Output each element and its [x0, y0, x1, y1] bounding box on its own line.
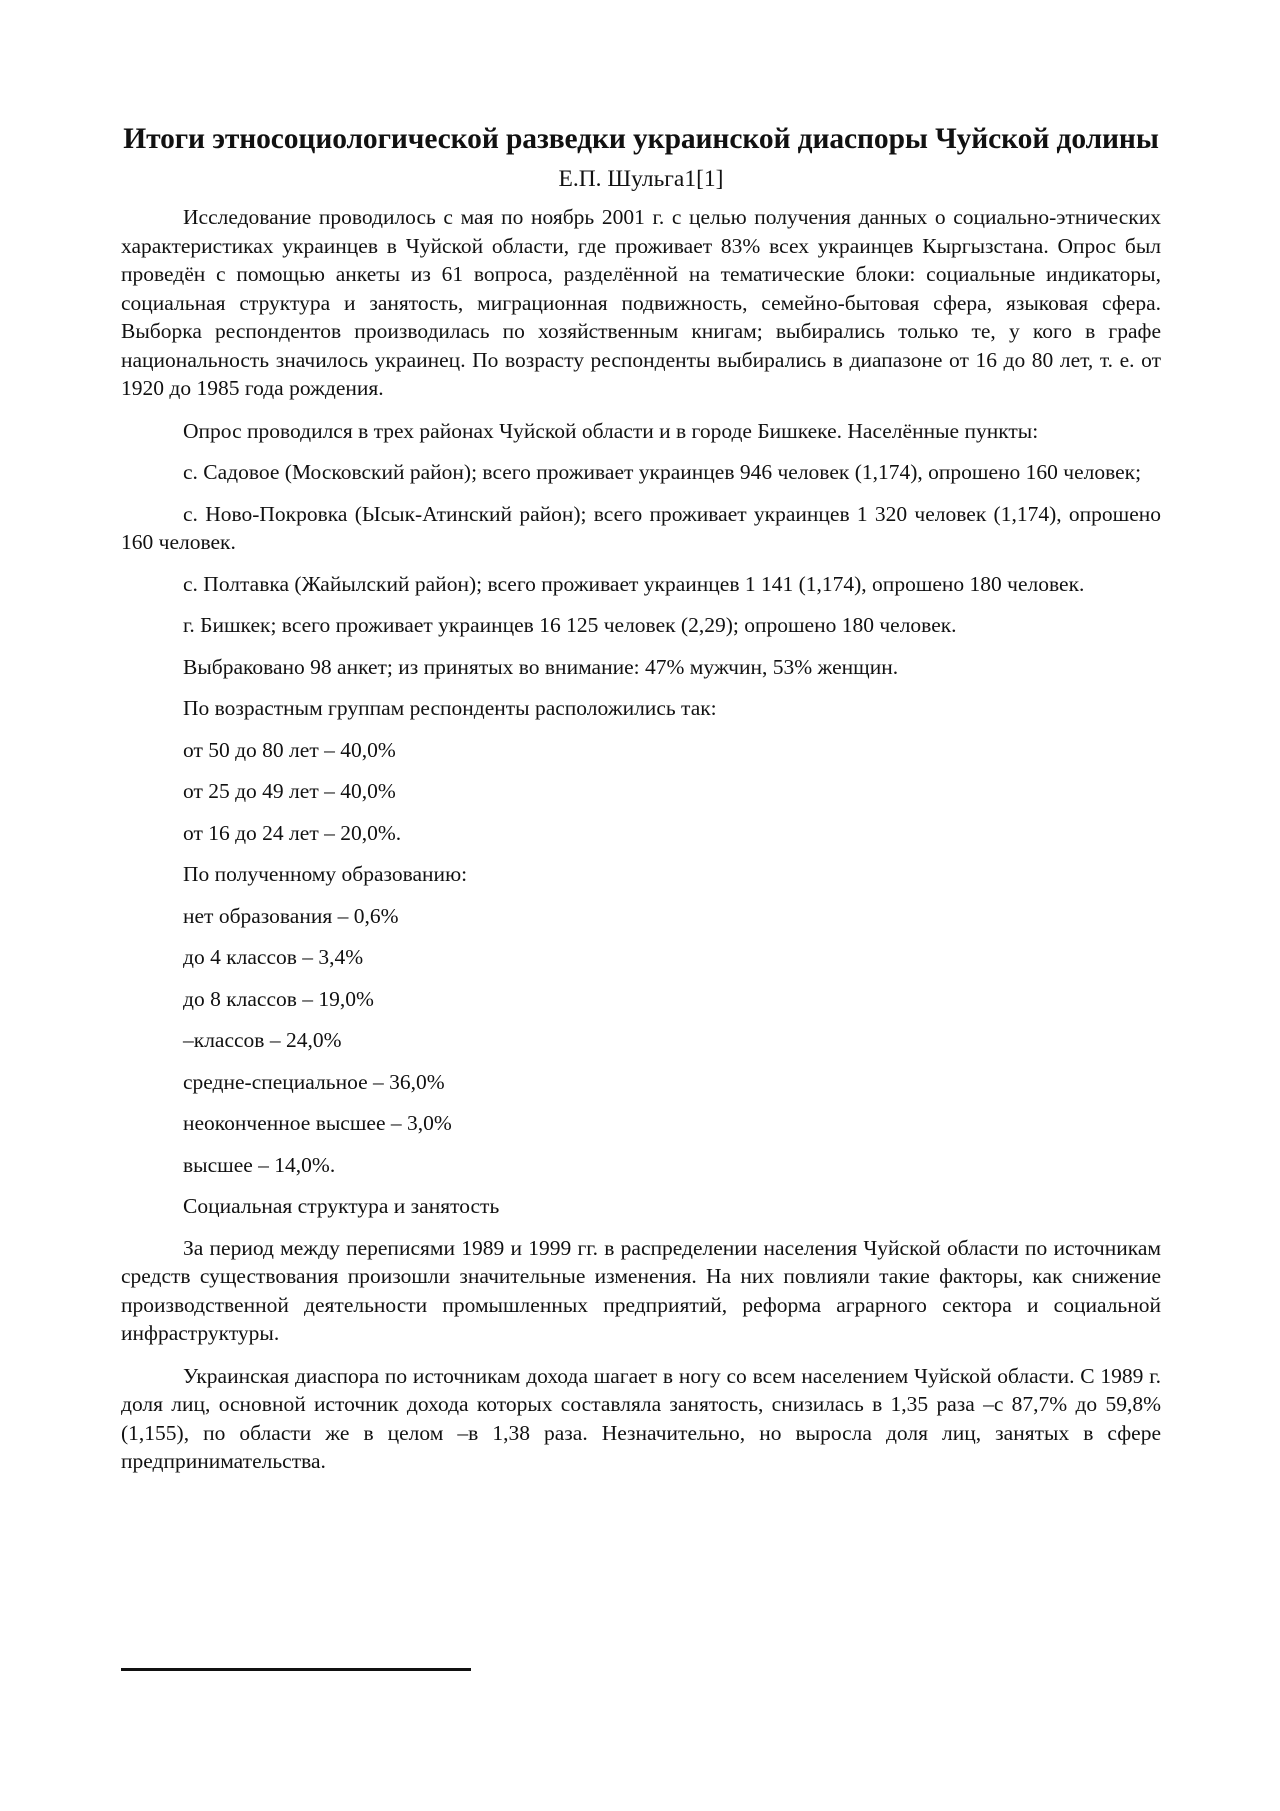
intro-paragraph: Исследование проводилось с мая по ноябрь 2001 г. с целью получения данных о социально-этнических характеристиках украинцев в Чуйской области, где проживает 83% всех украинцев Кыргызстана. Опрос был проведён с помощью анкеты из 61 вопроса, разделённой на тематические блоки: социальные индикаторы, социальная структура и занятость, миграционная подвижность, семейно-бытовая сфера, языковая сфера. Выборка респондентов производилась по хозяйственным книгам; выбирались только те, у кого в графе национальность значилось украинец. По возрасту респонденты выбирались в диапазоне от 16 до 80 лет, т. е. от 1920 до 1985 года рождения. — [121, 205, 1161, 400]
document-body — [121, 120, 1161, 1476]
education-item: высшее – 14,0%. — [183, 1152, 336, 1177]
education-item: средне-специальное – 36,0% — [183, 1069, 445, 1094]
rejected-questionnaires: Выбраковано 98 анкет; из принятых во внимание: 47% мужчин, 53% женщин. — [183, 654, 899, 679]
section-heading: Социальная структура и занятость — [183, 1194, 500, 1218]
education-header: По полученному образованию: — [183, 862, 468, 886]
census-paragraph: За период между переписями 1989 и 1999 гг. в распределении населения Чуйской области по источникам средств существования произошли значительные изменения. На них повлияли такие факторы, как снижение производственной деятельности промышленных предприятий, реформа аграрного сектора и социальной инфраструктуры. — [121, 1235, 1161, 1345]
education-item: –классов – 24,0% — [183, 1028, 342, 1052]
age-group-item: от 16 до 24 лет – 20,0%. — [183, 820, 402, 845]
age-group-item: от 25 до 49 лет – 40,0% — [183, 779, 396, 803]
settlement-novo-pokrovka: с. Ново-Покровка (Ысык-Атинский район); всего проживает украинцев 1 320 человек (1,174), опрошено 160 человек. — [121, 501, 1161, 554]
age-groups-header: По возрастным группам респонденты расположились так: — [183, 696, 717, 720]
age-group-item: от 50 до 80 лет – 40,0% — [183, 737, 396, 762]
author-line: Е.П. Шульга1[1] — [558, 166, 724, 192]
education-item: до 8 классов – 19,0% — [183, 986, 374, 1011]
document-title: Итоги этносоциологической разведки украинской диаспоры Чуйской долины — [123, 123, 1159, 155]
education-item: неоконченное высшее – 3,0% — [183, 1111, 452, 1135]
education-item: нет образования – 0,6% — [183, 903, 399, 928]
survey-intro-paragraph: Опрос проводился в трех районах Чуйской области и в городе Бишкеке. Населённые пункты: — [183, 418, 1039, 443]
education-item: до 4 классов – 3,4% — [183, 945, 364, 969]
footnote-separator — [121, 1668, 471, 1671]
settlement-bishkek: г. Бишкек; всего проживает украинцев 16 125 человек (2,29); опрошено 180 человек. — [183, 613, 957, 637]
settlement-poltavka: с. Полтавка (Жайылский район); всего проживает украинцев 1 141 (1,174), опрошено 180 человек. — [183, 571, 1085, 596]
diaspora-income-paragraph: Украинская диаспора по источникам дохода шагает в ногу со всем населением Чуйской области. С 1989 г. доля лиц, основной источник дохода которых составляла занятость, снизилась в 1,35 раза –с 87,7% до 59,8% (1,155), по области же в целом –в 1,38 раза. Незначительно, но выросла доля лиц, занятых в сфере предпринимательства. — [121, 1363, 1161, 1473]
settlement-sadovoe: с. Садовое (Московский район); всего проживает украинцев 946 человек (1,174), опрошено 160 человек; — [183, 460, 1142, 484]
